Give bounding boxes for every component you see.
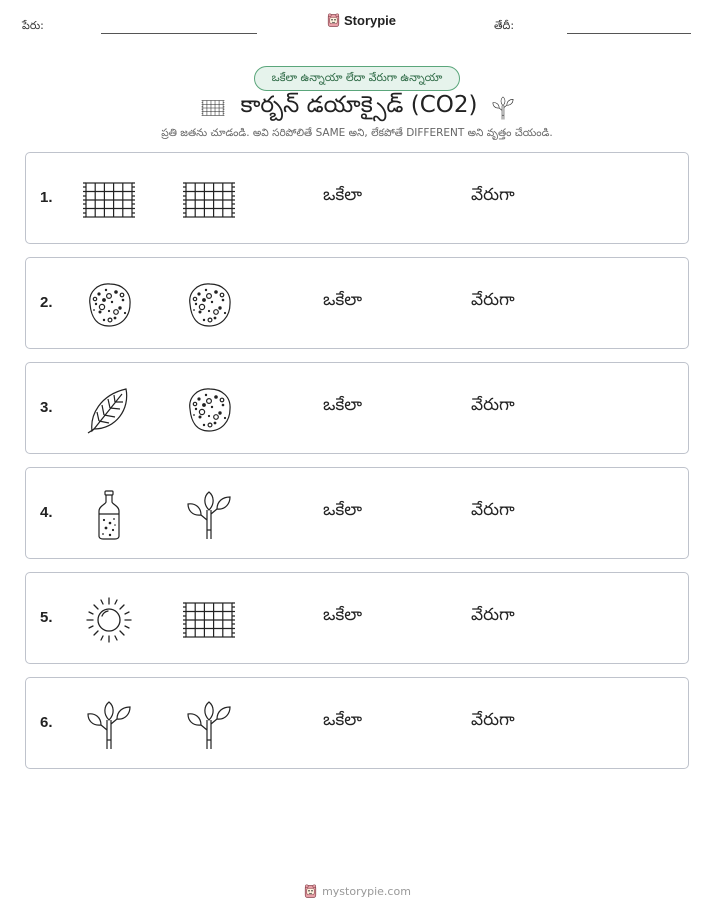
question-card bbox=[25, 467, 689, 559]
footer-site: mystorypie.com bbox=[322, 885, 411, 898]
title-row bbox=[0, 91, 714, 125]
brand-name: Storypie bbox=[344, 13, 397, 28]
net-icon bbox=[182, 595, 236, 645]
date-label: తేదీ: bbox=[494, 19, 515, 32]
question-card bbox=[25, 362, 689, 454]
page-title: కార్బన్ డయాక్సైడ్ (CO2) bbox=[240, 92, 478, 118]
brand-logo bbox=[326, 13, 396, 28]
sapling-icon bbox=[490, 93, 516, 123]
net-icon bbox=[82, 175, 136, 225]
question-card bbox=[25, 572, 689, 664]
option-same[interactable]: ఒకేలా bbox=[323, 185, 363, 205]
name-line[interactable] bbox=[101, 33, 257, 34]
question-card bbox=[25, 257, 689, 349]
option-same[interactable]: ఒకేలా bbox=[323, 605, 363, 625]
question-number: 3. bbox=[40, 399, 53, 416]
net-icon bbox=[182, 175, 236, 225]
sapling-icon bbox=[182, 700, 236, 750]
rock-icon bbox=[182, 385, 236, 435]
question-number: 5. bbox=[40, 609, 53, 626]
soda-bottle-icon bbox=[82, 490, 136, 540]
option-different[interactable]: వేరుగా bbox=[471, 605, 515, 625]
sapling-icon bbox=[182, 490, 236, 540]
question-number: 2. bbox=[40, 294, 53, 311]
option-different[interactable]: వేరుగా bbox=[471, 395, 515, 415]
option-different[interactable]: వేరుగా bbox=[471, 185, 515, 205]
sapling-icon bbox=[82, 700, 136, 750]
question-number: 4. bbox=[40, 504, 53, 521]
storypie-logo-icon bbox=[326, 13, 341, 28]
worksheet-type-badge: ఒకేలా ఉన్నాయా లేదా వేరుగా ఉన్నాయా bbox=[254, 66, 460, 91]
option-different[interactable]: వేరుగా bbox=[471, 710, 515, 730]
instructions: ప్రతి జతను చూడండి. అవి సరిపోలితే SAME అని, లేకపోతే DIFFERENT అని వృత్తం చేయండి. bbox=[161, 127, 553, 139]
option-same[interactable]: ఒకేలా bbox=[323, 710, 363, 730]
footer bbox=[0, 884, 714, 899]
leaf-icon bbox=[82, 385, 136, 435]
rock-icon bbox=[182, 280, 236, 330]
option-same[interactable]: ఒకేలా bbox=[323, 290, 363, 310]
option-same[interactable]: ఒకేలా bbox=[323, 395, 363, 415]
storypie-logo-icon bbox=[303, 884, 318, 899]
question-card bbox=[25, 152, 689, 244]
rock-icon bbox=[82, 280, 136, 330]
question-number: 1. bbox=[40, 189, 53, 206]
option-same[interactable]: ఒకేలా bbox=[323, 500, 363, 520]
net-icon bbox=[198, 97, 228, 119]
question-number: 6. bbox=[40, 714, 53, 731]
name-label: పేరు: bbox=[22, 19, 44, 32]
sun-icon bbox=[82, 595, 136, 645]
question-card bbox=[25, 677, 689, 769]
option-different[interactable]: వేరుగా bbox=[471, 290, 515, 310]
date-line[interactable] bbox=[567, 33, 691, 34]
option-different[interactable]: వేరుగా bbox=[471, 500, 515, 520]
